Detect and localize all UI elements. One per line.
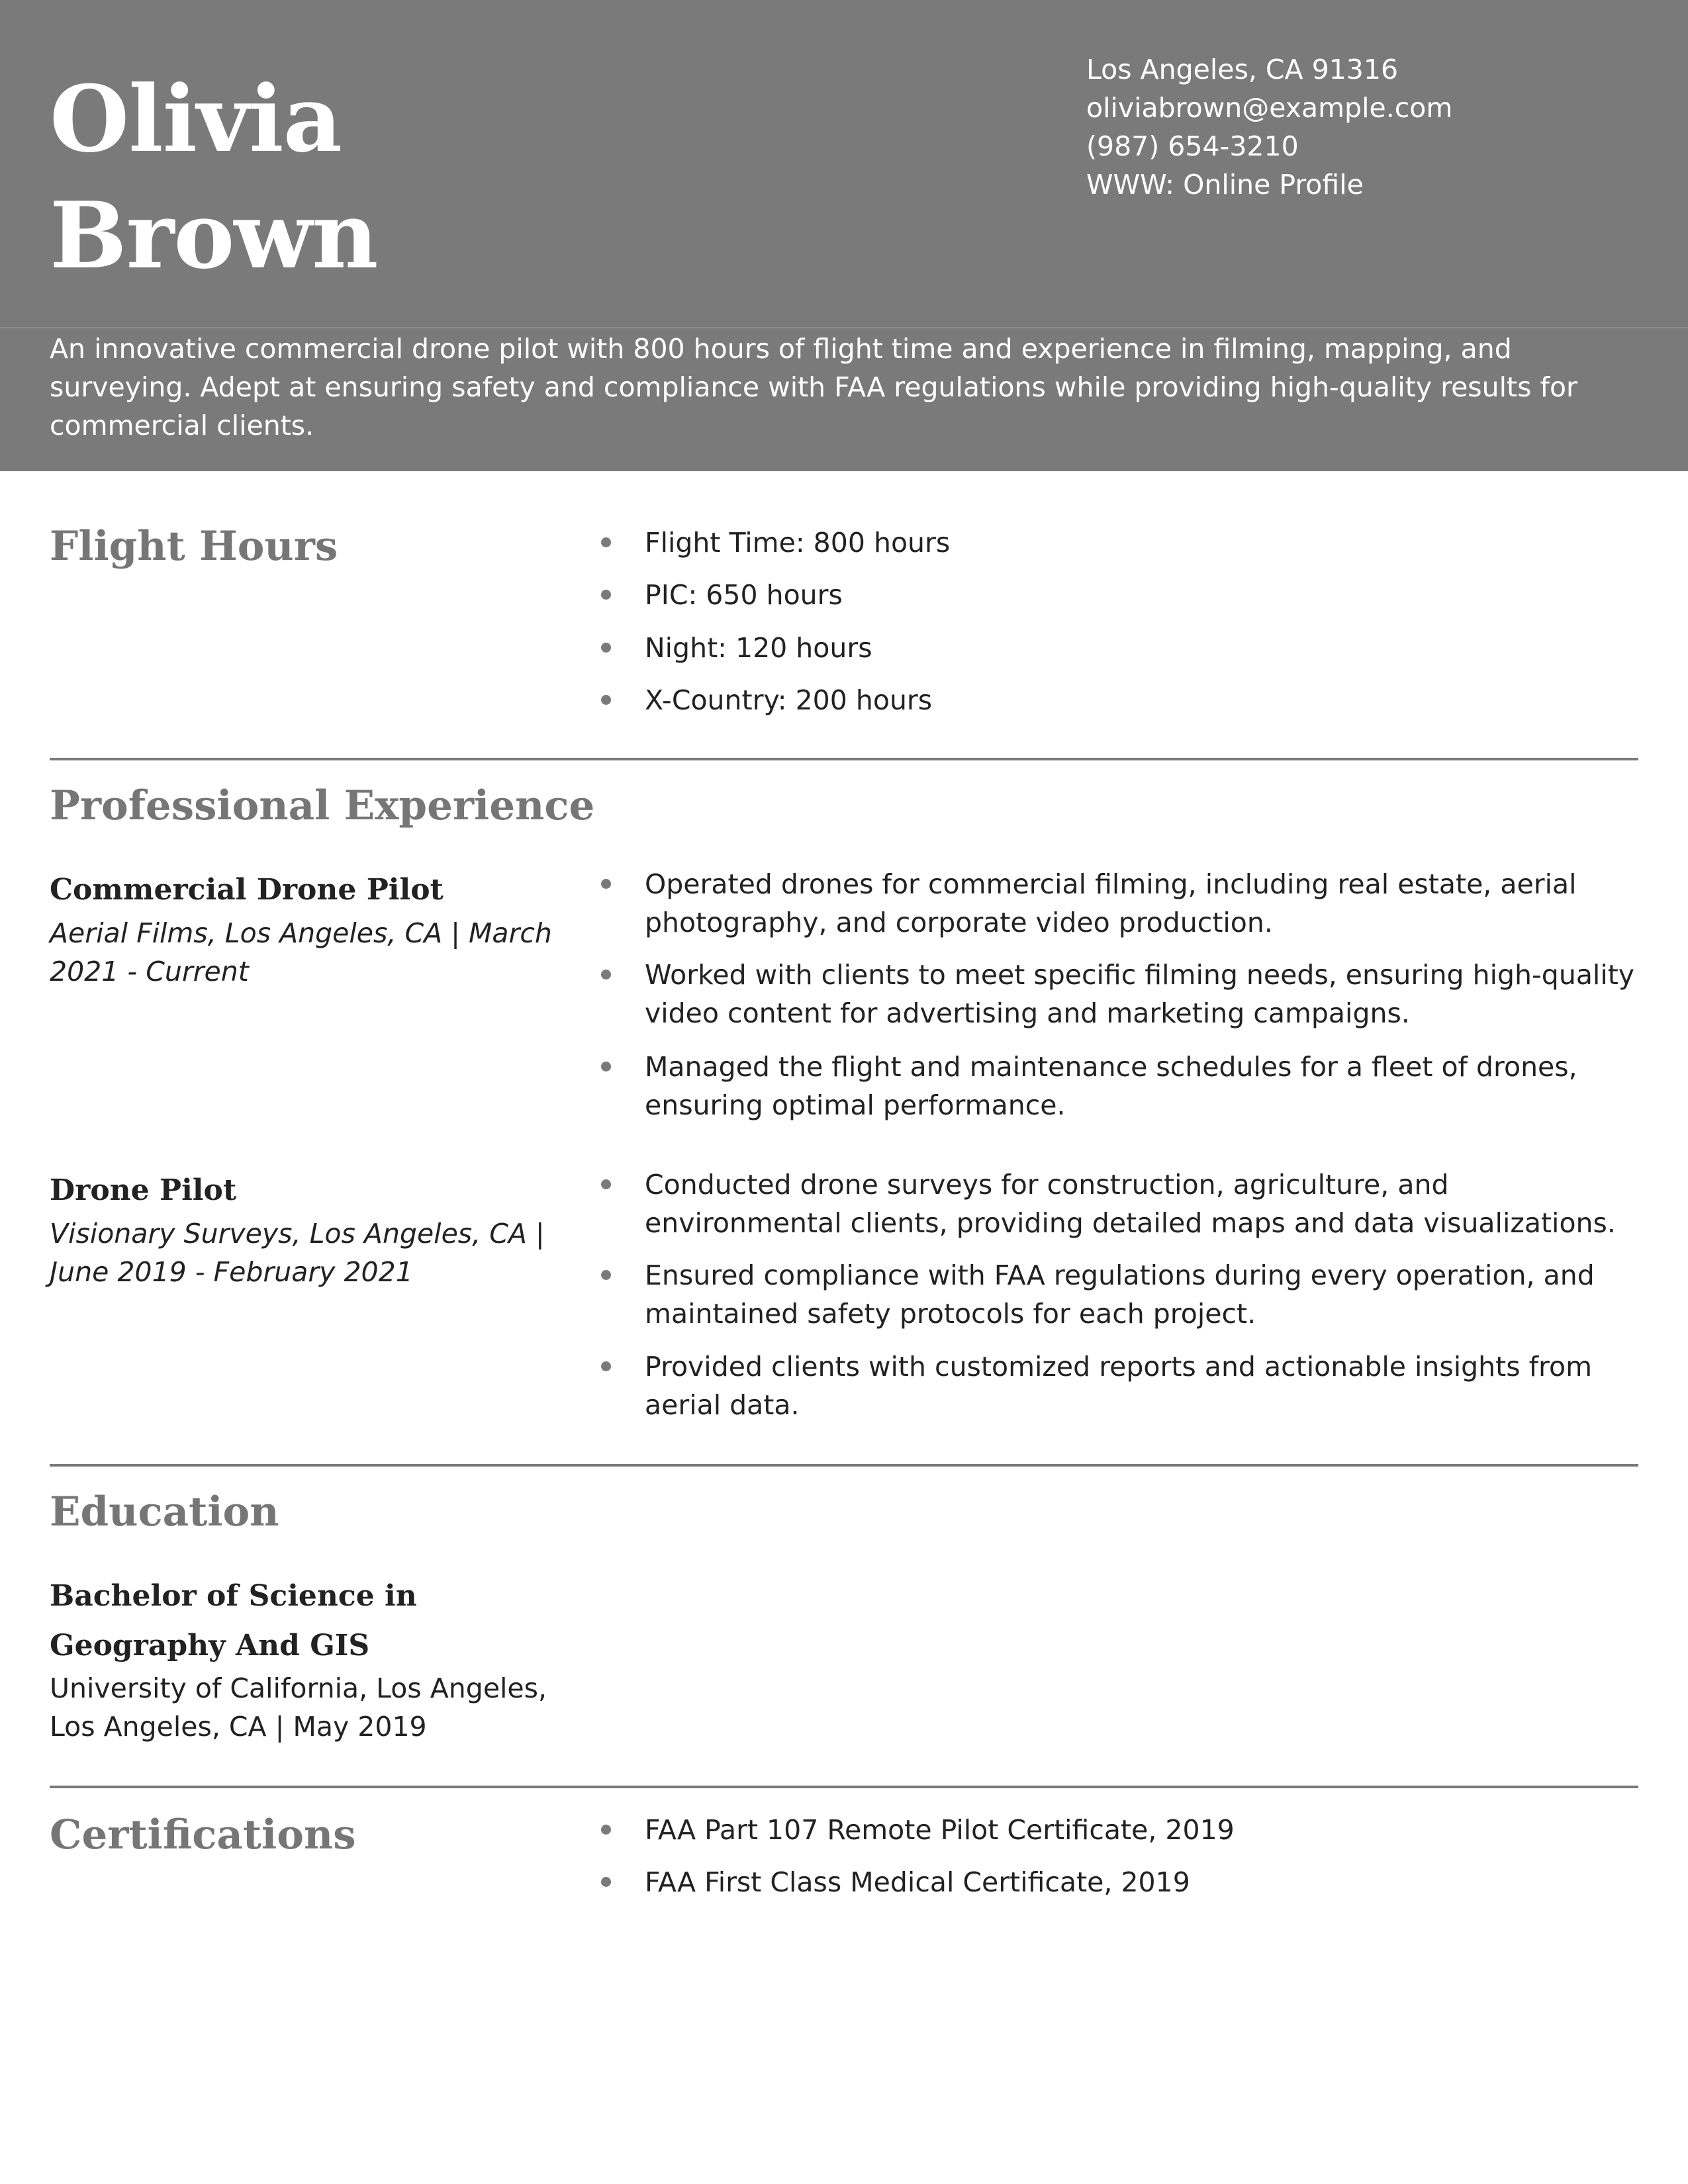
contact-email[interactable]: oliviabrown@example.com bbox=[1086, 92, 1453, 124]
section-title-education: Education bbox=[50, 1488, 279, 1535]
job-meta: Aerial Films, Los Angeles, CA | March 2021 - Current bbox=[50, 917, 552, 987]
job-meta: Visionary Surveys, Los Angeles, CA | June 2019 - February 2021 bbox=[50, 1218, 545, 1288]
resume-header bbox=[0, 0, 1688, 471]
job-title: Commercial Drone Pilot bbox=[50, 873, 444, 907]
flight-hours-item: Night: 120 hours bbox=[645, 629, 1644, 667]
professional-summary: An innovative commercial drone pilot with 800 hours of flight time and experience in filming, mapping, and surveying. Adept at ensuring safety and compliance with FAA regulations while providing high-quality results for commercial clients. bbox=[50, 333, 1577, 441]
section-title-certifications: Certifications bbox=[50, 1811, 356, 1858]
job-title: Drone Pilot bbox=[50, 1173, 237, 1207]
last-name: Brown bbox=[50, 181, 378, 289]
job-bullet: Operated drones for commercial filming, including real estate, aerial photography, and corporate video production. bbox=[645, 865, 1644, 942]
section-divider bbox=[50, 1464, 1638, 1467]
job-bullet: Worked with clients to meet specific filming needs, ensuring high-quality video content for advertising and marketing campaigns. bbox=[645, 956, 1644, 1032]
job-bullet: Managed the flight and maintenance schedules for a fleet of drones, ensuring optimal performance. bbox=[645, 1048, 1644, 1124]
contact-phone[interactable]: (987) 654-3210 bbox=[1086, 130, 1299, 162]
certification-item: FAA Part 107 Remote Pilot Certificate, 2019 bbox=[645, 1811, 1644, 1849]
section-divider bbox=[50, 758, 1638, 760]
section-title-flight-hours: Flight Hours bbox=[50, 523, 338, 570]
degree-title: Bachelor of Science in Geography And GIS bbox=[50, 1579, 417, 1662]
certification-item: FAA First Class Medical Certificate, 2019 bbox=[645, 1863, 1644, 1901]
job-bullet: Ensured compliance with FAA regulations during every operation, and maintained safety protocols for each project. bbox=[645, 1256, 1644, 1333]
header-divider bbox=[0, 327, 1688, 328]
school-info: University of California, Los Angeles, Los Angeles, CA | May 2019 bbox=[50, 1672, 547, 1743]
section-divider bbox=[50, 1786, 1638, 1788]
candidate-name bbox=[50, 61, 378, 294]
job-bullet: Provided clients with customized reports and actionable insights from aerial data. bbox=[645, 1347, 1644, 1424]
contact-website-link[interactable]: WWW: Online Profile bbox=[1086, 169, 1364, 201]
contact-info bbox=[1086, 50, 1629, 204]
contact-address: Los Angeles, CA 91316 bbox=[1086, 54, 1399, 85]
flight-hours-item: X-Country: 200 hours bbox=[645, 681, 1644, 719]
first-name: Olivia bbox=[50, 65, 342, 173]
job-bullet: Conducted drone surveys for construction, agriculture, and environmental clients, providing detailed maps and data visualizations. bbox=[645, 1165, 1644, 1242]
section-title-professional-experience: Professional Experience bbox=[50, 782, 595, 829]
flight-hours-item: Flight Time: 800 hours bbox=[645, 523, 1644, 562]
flight-hours-item: PIC: 650 hours bbox=[645, 576, 1644, 614]
